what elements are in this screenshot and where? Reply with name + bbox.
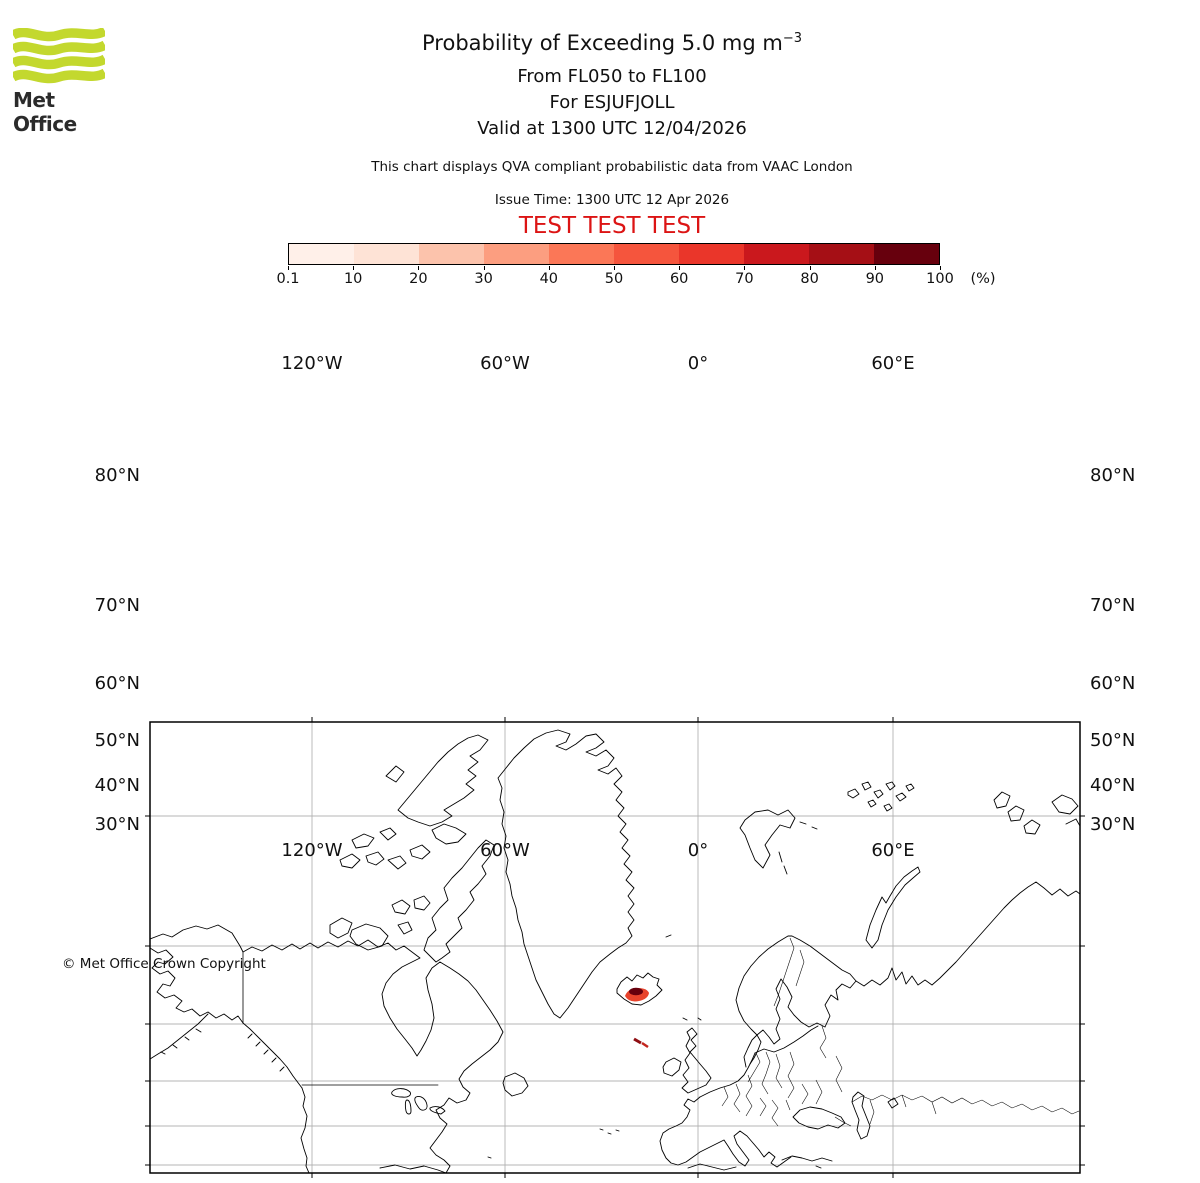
colorbar-tick xyxy=(288,266,289,270)
issue-time: Issue Time: 1300 UTC 12 Apr 2026 xyxy=(494,192,730,208)
colorbar-tick-label: 10 xyxy=(343,271,363,287)
lon-label-top-3: 60°E xyxy=(871,353,915,374)
map-svg xyxy=(140,712,1090,1183)
lat-label-left-2: 60°N xyxy=(94,673,140,694)
lat-label-right-1: 70°N xyxy=(1090,595,1136,616)
lon-label-top-1: 60°W xyxy=(480,353,530,374)
title-superscript: −3 xyxy=(782,31,802,46)
subtitle-valid-time: Valid at 1300 UTC 12/04/2026 xyxy=(477,118,747,139)
lat-label-left-0: 80°N xyxy=(94,465,140,486)
colorbar-tick-label: 0.1 xyxy=(276,271,300,287)
colorbar-segment-5 xyxy=(614,244,679,264)
page-title xyxy=(12,31,1200,55)
ash-streak xyxy=(634,1039,641,1043)
colorbar-tick-label: 40 xyxy=(539,271,559,287)
colorbar-tick xyxy=(418,266,419,270)
colorbar-tick xyxy=(744,266,745,270)
colorbar-tick-label: 90 xyxy=(865,271,885,287)
colorbar-tick xyxy=(614,266,615,270)
lat-label-right-4: 40°N xyxy=(1090,775,1136,796)
lon-label-top-0: 120°W xyxy=(281,353,343,374)
colorbar-unit-label: (%) xyxy=(970,271,996,287)
colorbar-tick-label: 100 xyxy=(926,271,954,287)
colorbar-segment-2 xyxy=(419,244,484,264)
logo-wordmark: Met Office xyxy=(13,88,77,136)
colorbar-tick-label: 50 xyxy=(604,271,624,287)
map-panel xyxy=(0,340,1200,870)
colorbar-tick-label: 70 xyxy=(735,271,754,287)
map-frame xyxy=(150,722,1080,1173)
copyright-notice: © Met Office Crown Copyright xyxy=(62,956,266,972)
subtitle-flight-levels: From FL050 to FL100 xyxy=(517,66,707,87)
colorbar-segment-7 xyxy=(744,244,809,264)
chart-description: This chart displays QVA compliant probabilistic data from VAAC London xyxy=(371,159,853,175)
lon-label-bottom-3: 60°E xyxy=(871,840,915,861)
colorbar-tick-label: 30 xyxy=(474,271,493,287)
graticule xyxy=(150,722,1080,1173)
lat-label-left-4: 40°N xyxy=(94,775,140,796)
lon-label-bottom-2: 0° xyxy=(687,840,709,861)
lat-label-left-5: 30°N xyxy=(94,814,140,835)
lat-label-right-5: 30°N xyxy=(1090,814,1136,835)
colorbar-segment-9 xyxy=(874,244,939,264)
lat-label-left-3: 50°N xyxy=(94,730,140,751)
colorbar-tick-label: 80 xyxy=(800,271,819,287)
colorbar-segment-0 xyxy=(289,244,354,264)
lon-label-bottom-0: 120°W xyxy=(281,840,343,861)
ash-probability-areas xyxy=(625,988,649,1047)
colorbar-segment-6 xyxy=(679,244,744,264)
lat-label-left-1: 70°N xyxy=(94,595,140,616)
lat-label-right-0: 80°N xyxy=(1090,465,1136,486)
colorbar-tick xyxy=(484,266,485,270)
colorbar-tick xyxy=(940,266,941,270)
colorbar-tick-label: 20 xyxy=(409,271,428,287)
country-borders xyxy=(722,938,1079,1126)
lon-label-bottom-1: 60°W xyxy=(480,840,530,861)
test-banner: TEST TEST TEST xyxy=(518,213,706,239)
colorbar-tick xyxy=(875,266,876,270)
colorbar-tick xyxy=(679,266,680,270)
page-title-text: Probability of Exceeding 5.0 mg m xyxy=(422,31,783,55)
ash-streak xyxy=(642,1043,648,1047)
colorbar-segment-8 xyxy=(809,244,874,264)
colorbar-tick xyxy=(810,266,811,270)
lat-label-right-3: 50°N xyxy=(1090,730,1136,751)
lon-label-top-2: 0° xyxy=(687,353,709,374)
colorbar-tick-label: 60 xyxy=(669,271,689,287)
colorbar-tick xyxy=(549,266,550,270)
probability-colorbar xyxy=(288,243,940,265)
colorbar-segment-3 xyxy=(484,244,549,264)
colorbar-segment-4 xyxy=(549,244,614,264)
ash-contour-core xyxy=(629,988,643,996)
lat-label-right-2: 60°N xyxy=(1090,673,1136,694)
colorbar-tick xyxy=(353,266,354,270)
coastlines xyxy=(150,730,1080,1173)
subtitle-volcano: For ESJUFJOLL xyxy=(549,92,675,113)
colorbar-segment-1 xyxy=(354,244,419,264)
